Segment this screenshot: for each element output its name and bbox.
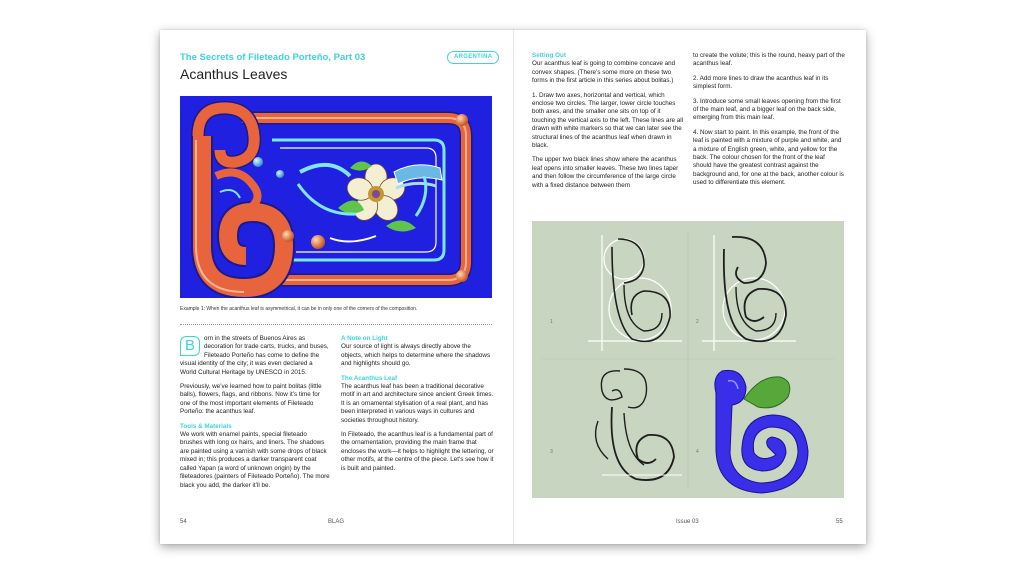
acanthus-steps-diagram — [532, 221, 844, 498]
step3-paragraph: 3. Introduce some small leaves opening from the first of the main leaf, and a bigger leaf on the back side, emerging from this main leaf. — [693, 97, 841, 122]
footer-magazine: BLAG — [328, 519, 345, 525]
step-label-4: 4 — [696, 449, 699, 455]
country-badge: ARGENTINA — [447, 51, 499, 64]
intro-paragraph — [180, 335, 330, 377]
right-column-2 — [693, 52, 845, 194]
step-3-drawing — [596, 369, 682, 480]
step1-paragraph: 1. Draw two axes, horizontal and vertical, which enclose two circles. The larger, lower circle touches both axes, and the smaller one sits on top of it touching the vertical axis to the left. These lines are all drawn with white markers so that we can later see the structural lines of the acanthus leaf when drawn in black. — [532, 91, 684, 150]
step-label-2: 2 — [696, 319, 699, 325]
magazine-spread — [160, 30, 866, 544]
series-kicker: The Secrets of Fileteado Porteño, Part 03 — [180, 52, 366, 63]
step-2-drawing — [702, 235, 796, 351]
setting-heading: Setting Out — [532, 52, 566, 59]
right-page-number: 55 — [836, 519, 843, 525]
image-caption: Example 1: When the acanthus leaf is asymmetrical, it can be in only one of the corners of the composition. — [180, 306, 418, 312]
left-column-1 — [180, 335, 330, 496]
fileteado-artwork — [180, 96, 492, 298]
left-column-2 — [341, 335, 494, 479]
footer-issue: Issue 03 — [676, 519, 699, 525]
dotted-divider — [180, 324, 492, 325]
previously-paragraph: Previously, we’ve learned how to paint bolitas (little balls), flowers, flags, and ribbons. Now it’s time for one of the most important elements of Fileteado Porteño: the acanthus leaf. — [180, 383, 322, 416]
article-title: Acanthus Leaves — [180, 66, 288, 82]
left-page-number: 54 — [180, 519, 187, 525]
intro-text: orn in the streets of Buenos Aires as decoration for trade carts, trucks, and buses, Fileteado Porteño has come to define the visual identity of the city; it was even declared a World Cultural Heritage by UNESCO in 2015. — [180, 335, 329, 376]
light-paragraph: Our source of light is always directly above the objects, which helps to determine where the shadows and highlights should go. — [341, 343, 491, 368]
setting-paragraph: Our acanthus leaf is going to combine concave and convex shapes. (There’s some more on these two forms in the first article in this series about bolitas.) — [532, 60, 676, 85]
page-gutter — [513, 30, 514, 544]
volute-paragraph: to create the volute; this is the round, heavy part of the acanthus leaf. — [693, 52, 845, 68]
drop-cap: B — [180, 336, 200, 356]
step-1-drawing — [588, 235, 682, 351]
upper-lines-paragraph: The upper two black lines show where the acanthus leaf opens into smaller leaves. These two lines taper and then follow the circumference of the large circle with a fixed distance between them — [532, 156, 679, 189]
step4-paragraph: 4. Now start to paint. In this example, the front of the leaf is painted with a mixture of purple and white, and a mixture of English green, white, and yellow for the back. The colour chosen for the front of the leaf should have the greatest contrast against the background and, for one at the back, another colour is used to differentiate this element. — [693, 128, 844, 187]
right-column-1 — [532, 52, 684, 196]
step-label-1: 1 — [550, 319, 553, 325]
acanthus-paragraph: The acanthus leaf has been a traditional decorative motif in art and architecture since ancient Greek times. It is an ornamental stylisation of a real plant, and has been interpreted in various ways in cultures and societies throughout history. — [341, 383, 494, 424]
acanthus-heading: The Acanthus Leaf — [341, 374, 398, 382]
tools-paragraph: We work with enamel paints, special fileteado brushes with long ox hairs, and liners. The shadows are painted using a varnish with some drops of black mixed in; this produces a darker transparent coat called Yapan (a word of unknown origin) by the fileteadores (painters of Fileteado Porteño). The more black you add, the darker it’ll be. — [180, 431, 330, 489]
fileteado-paragraph: In Fileteado, the acanthus leaf is a fundamental part of the ornamentation, providing the main frame that encloses the work—it helps to highlight the lettering, or other motifs, at the centre of the piece. Let’s see how it is built and painted. — [341, 431, 494, 472]
light-heading: A Note on Light — [341, 335, 388, 342]
step2-paragraph: 2. Add more lines to draw the acanthus leaf in its simplest form. — [693, 74, 829, 91]
tools-heading: Tools & Materials — [180, 422, 232, 430]
step-4-drawing — [715, 370, 808, 493]
step-label-3: 3 — [550, 449, 553, 455]
